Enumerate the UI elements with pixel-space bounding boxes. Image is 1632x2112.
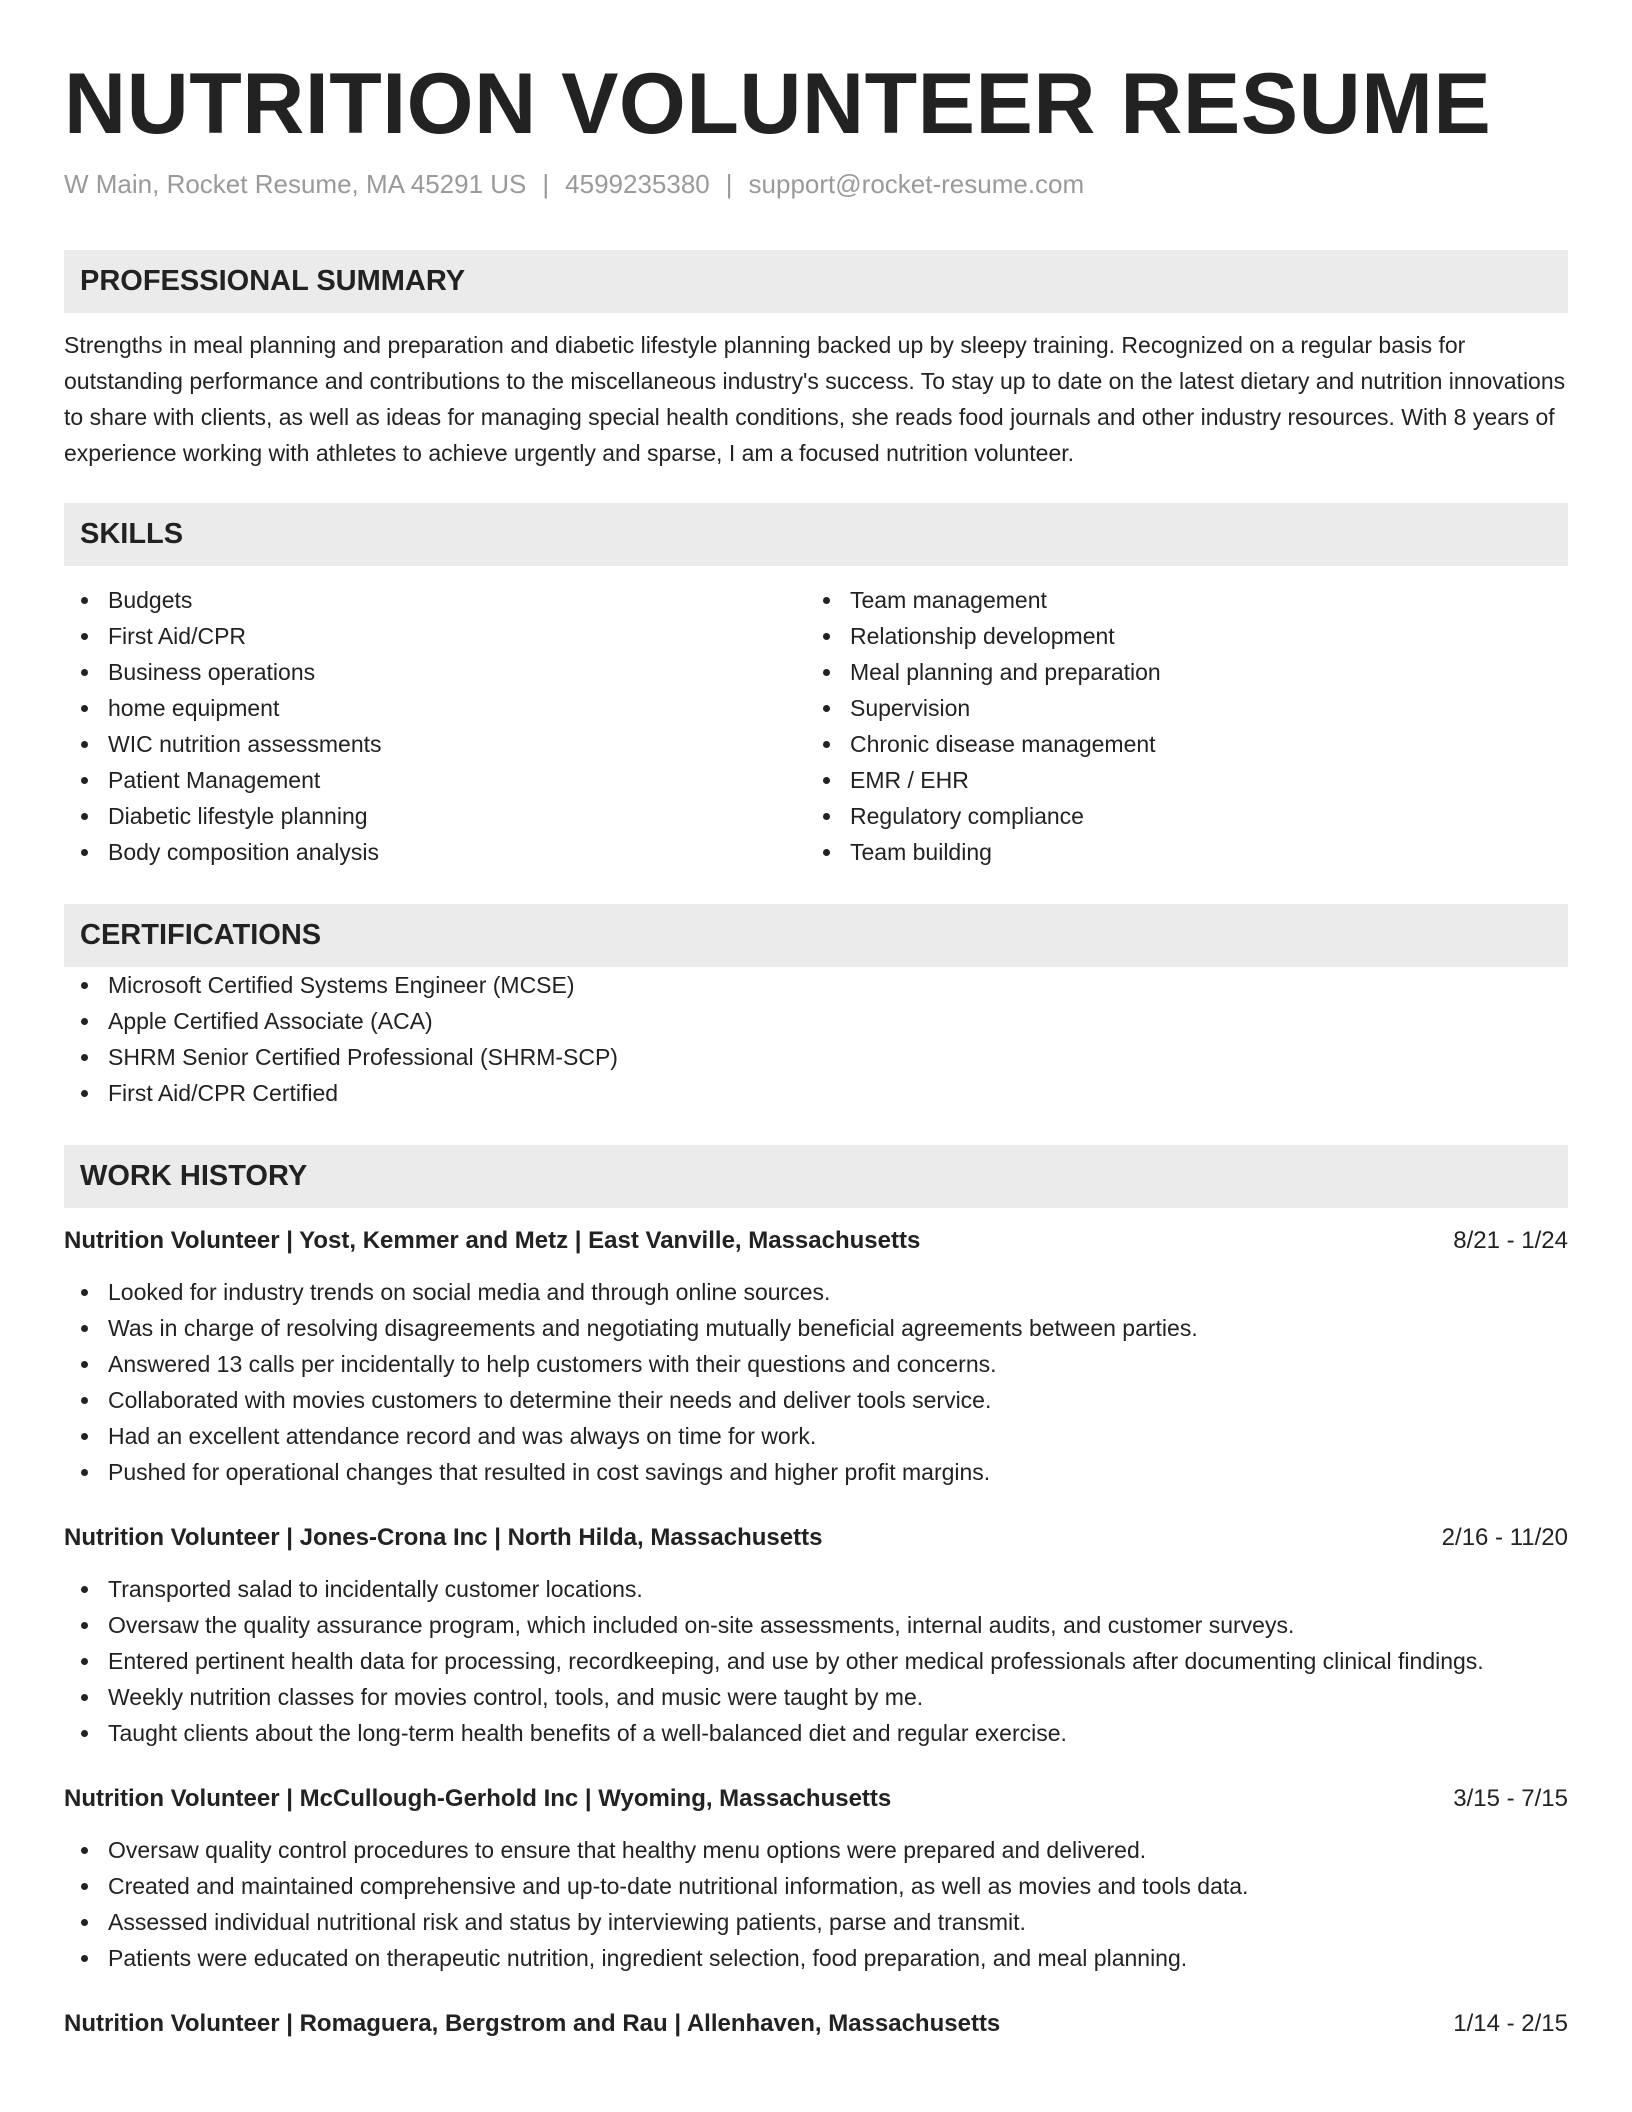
job-header (64, 1224, 1568, 1258)
section-heading-skills: SKILLS (64, 503, 1568, 566)
job-duty: Collaborated with movies customers to determine their needs and deliver tools service. (64, 1382, 1568, 1418)
job-duty: Transported salad to incidentally customer locations. (64, 1571, 1568, 1607)
job-duties (64, 1832, 1568, 1976)
job-duty: Assessed individual nutritional risk and status by interviewing patients, parse and transmit. (64, 1904, 1568, 1940)
skill-item: Meal planning and preparation (806, 654, 1548, 690)
job-duty: Taught clients about the long-term health benefits of a well-balanced diet and regular exercise. (64, 1715, 1568, 1751)
job-entry (64, 1224, 1568, 1490)
skill-item: Budgets (64, 582, 806, 618)
section-heading-certifications: CERTIFICATIONS (64, 904, 1568, 967)
contact-line (64, 168, 1568, 200)
job-dates: 1/14 - 2/15 (1453, 2010, 1568, 2037)
contact-phone: 4599235380 (565, 169, 710, 199)
job-title: Nutrition Volunteer | Jones-Crona Inc | North Hilda, Massachusetts (64, 1524, 823, 1551)
skill-item: Regulatory compliance (806, 798, 1548, 834)
skill-item: Relationship development (806, 618, 1548, 654)
skill-item: Business operations (64, 654, 806, 690)
contact-separator: | (542, 169, 550, 199)
job-entry (64, 1782, 1568, 1976)
contact-email: support@rocket-resume.com (748, 169, 1085, 199)
summary-text: Strengths in meal planning and preparation and diabetic lifestyle planning backed up by sleepy training. Recognized on a regular basis for outstanding performance and contributions to the miscellaneous industry's success. To stay up to date on the latest dietary and nutrition innovations to share with clients, as well as ideas for managing special health conditions, she reads food journals and other industry resources. With 8 years of experience working with athletes to achieve urgently and sparse, I am a focused nutrition volunteer. (64, 332, 1566, 466)
job-duties (64, 1571, 1568, 1751)
job-header (64, 1782, 1568, 1816)
job-duty: Oversaw quality control procedures to ensure that healthy menu options were prepared and delivered. (64, 1832, 1568, 1868)
job-header (64, 1521, 1568, 1555)
skill-item: home equipment (64, 690, 806, 726)
job-duties (64, 1274, 1568, 1490)
skill-item: Team building (806, 834, 1548, 870)
section-heading-summary: PROFESSIONAL SUMMARY (64, 250, 1568, 313)
skill-item: WIC nutrition assessments (64, 726, 806, 762)
certification-item: Apple Certified Associate (ACA) (64, 1003, 1568, 1039)
job-dates: 8/21 - 1/24 (1453, 1227, 1568, 1254)
job-duty: Entered pertinent health data for processing, recordkeeping, and use by other medical professionals after documenting clinical findings. (64, 1643, 1568, 1679)
job-duty: Pushed for operational changes that resulted in cost savings and higher profit margins. (64, 1454, 1568, 1490)
job-duty: Created and maintained comprehensive and up-to-date nutritional information, as well as movies and tools data. (64, 1868, 1568, 1904)
contact-address: W Main, Rocket Resume, MA 45291 US (64, 169, 527, 199)
skills-column-right (806, 582, 1548, 870)
certification-item: Microsoft Certified Systems Engineer (MCSE) (64, 967, 1568, 1003)
skill-item: First Aid/CPR (64, 618, 806, 654)
job-duty: Oversaw the quality assurance program, which included on-site assessments, internal audits, and customer surveys. (64, 1607, 1568, 1643)
section-heading-work-history: WORK HISTORY (64, 1145, 1568, 1208)
job-duty: Looked for industry trends on social media and through online sources. (64, 1274, 1568, 1310)
job-entry (64, 1521, 1568, 1751)
job-title: Nutrition Volunteer | Romaguera, Bergstrom and Rau | Allenhaven, Massachusetts (64, 2010, 1001, 2037)
certification-item: SHRM Senior Certified Professional (SHRM-SCP) (64, 1039, 1568, 1075)
job-title: Nutrition Volunteer | McCullough-Gerhold Inc | Wyoming, Massachusetts (64, 1785, 892, 1812)
job-duty: Answered 13 calls per incidentally to help customers with their questions and concerns. (64, 1346, 1568, 1382)
job-duty: Patients were educated on therapeutic nutrition, ingredient selection, food preparation, and meal planning. (64, 1940, 1568, 1976)
skill-item: EMR / EHR (806, 762, 1548, 798)
job-duty: Weekly nutrition classes for movies control, tools, and music were taught by me. (64, 1679, 1568, 1715)
job-header (64, 2007, 1568, 2041)
skill-item: Chronic disease management (806, 726, 1548, 762)
skill-item: Team management (806, 582, 1548, 618)
certifications-list (64, 967, 1568, 1111)
skill-item: Body composition analysis (64, 834, 806, 870)
skill-item: Diabetic lifestyle planning (64, 798, 806, 834)
job-duty: Was in charge of resolving disagreements and negotiating mutually beneficial agreements between parties. (64, 1310, 1568, 1346)
resume-title: NUTRITION VOLUNTEER RESUME (64, 56, 1492, 152)
job-dates: 3/15 - 7/15 (1453, 1785, 1568, 1812)
job-duty: Had an excellent attendance record and was always on time for work. (64, 1418, 1568, 1454)
skills-column-left (64, 582, 806, 870)
job-title: Nutrition Volunteer | Yost, Kemmer and Metz | East Vanville, Massachusetts (64, 1227, 921, 1254)
skill-item: Patient Management (64, 762, 806, 798)
job-entry (64, 2007, 1568, 2041)
skill-item: Supervision (806, 690, 1548, 726)
skills-list (64, 582, 1568, 870)
resume-page (64, 0, 1568, 2041)
contact-separator: | (725, 169, 733, 199)
certification-item: First Aid/CPR Certified (64, 1075, 1568, 1111)
job-dates: 2/16 - 11/20 (1441, 1524, 1568, 1551)
